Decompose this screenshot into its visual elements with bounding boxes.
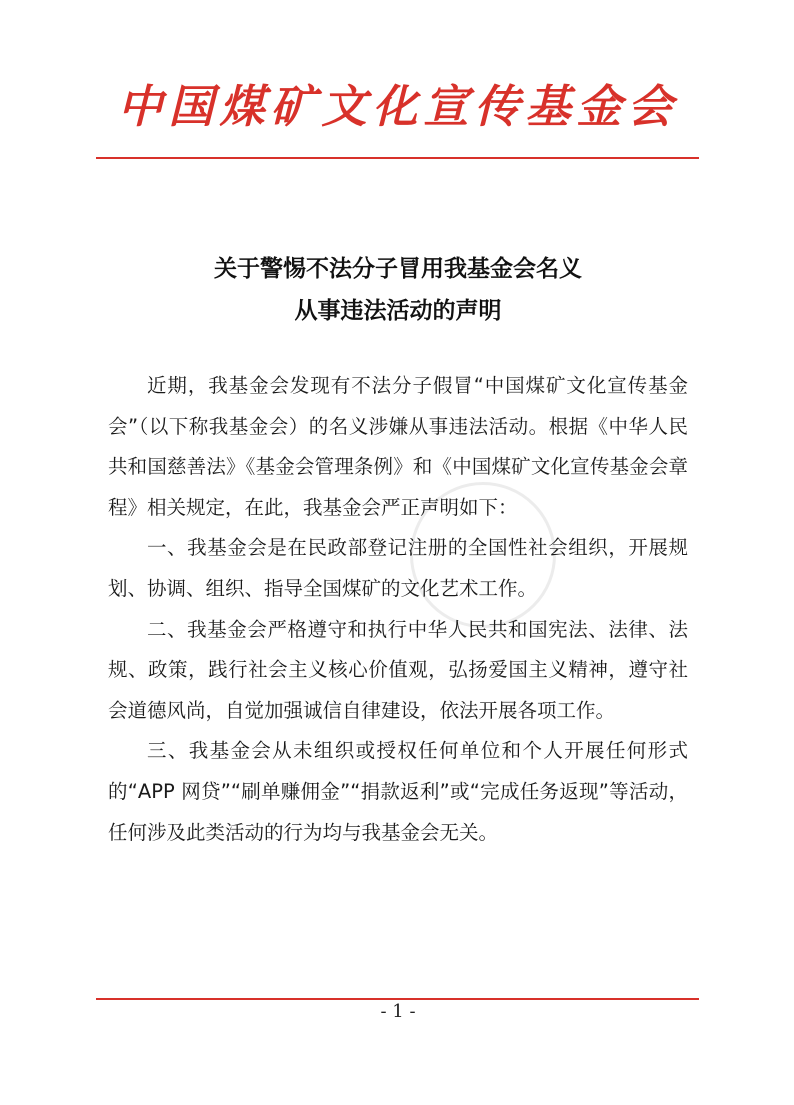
paragraph-item-1: 一、我基金会是在民政部登记注册的全国性社会组织，开展规划、协调、组织、指导全国煤矿的文化艺术工作。	[108, 536, 688, 600]
document-body	[108, 366, 688, 853]
document-title-line-1: 关于警惕不法分子冒用我基金会名义	[214, 255, 582, 282]
paragraph-item-2: 二、我基金会严格遵守和执行中华人民共和国宪法、法律、法规、政策，践行社会主义核心价值观，弘扬爱国主义精神，遵守社会道德风尚，自觉加强诚信自律建设，依法开展各项工作。	[108, 617, 688, 722]
letterhead-org-name: 中国煤矿文化宣传基金会	[117, 80, 679, 133]
document-title-line-2: 从事违法活动的声明	[294, 297, 502, 324]
paragraph-item-3: 三、我基金会从未组织或授权任何单位和个人开展任何形式的“APP 网贷”“刷单赚佣金”“捐款返利”或“完成任务返现”等活动，任何涉及此类活动的行为均与我基金会无关。	[108, 739, 688, 844]
paragraph-intro: 近期，我基金会发现有不法分子假冒“中国煤矿文化宣传基金会”（以下称我基金会）的名义涉嫌从事违法活动。根据《中华人民共和国慈善法》《基金会管理条例》和《中国煤矿文化宣传基金会章程》相关规定，在此，我基金会严正声明如下：	[108, 374, 688, 519]
letterhead-divider	[96, 157, 699, 159]
page-number: - 1 -	[380, 1001, 416, 1022]
